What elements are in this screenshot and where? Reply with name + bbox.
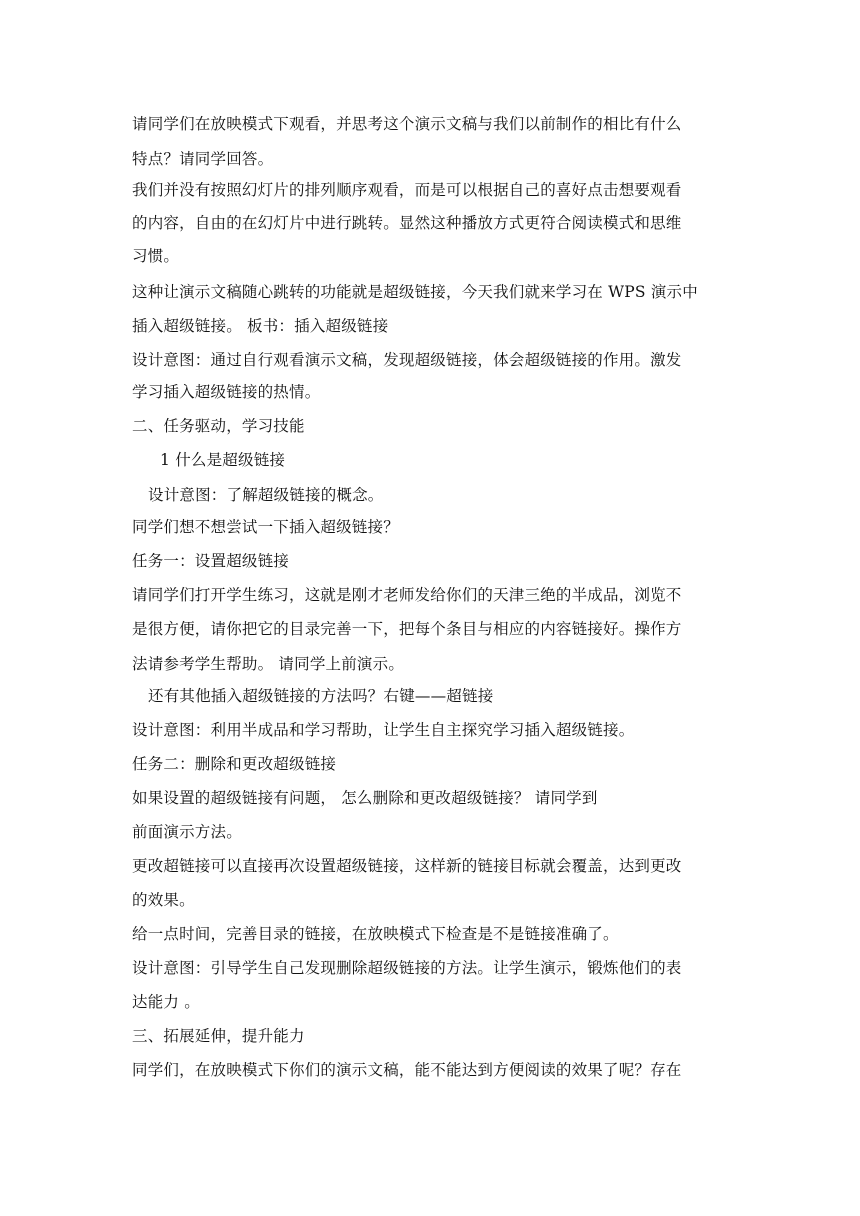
task-heading: 任务一：设置超级链接 [132,552,290,570]
paragraph-line: 请同学们打开学生练习，这就是刚才老师发给你们的天津三绝的半成品，浏览不 [132,586,682,604]
paragraph-line: 的内容，自由的在幻灯片中进行跳转。显然这种播放方式更符合阅读模式和思维 [132,214,682,232]
paragraph-line: 法请参考学生帮助。 请同学上前演示。 [132,655,405,673]
paragraph-line: 如果设置的超级链接有问题， 怎么删除和更改超级链接？ 请同学到 [132,789,598,807]
paragraph-line: 的效果。 [132,891,195,909]
paragraph-line: 习惯。 [132,247,180,265]
paragraph-line: 请同学们在放映模式下观看，并思考这个演示文稿与我们以前制作的相比有什么 [132,115,682,133]
paragraph-line: 我们并没有按照幻灯片的排列顺序观看，而是可以根据自己的喜好点击想要观看 [132,181,682,199]
paragraph-line: 插入超级链接。 板书：插入超级链接 [132,317,389,335]
paragraph-line: 同学们想不想尝试一下插入超级链接？ [132,518,399,536]
paragraph-line: 给一点时间，完善目录的链接，在放映模式下检查是不是链接准确了。 [132,925,619,943]
paragraph-line: 前面演示方法。 [132,823,242,841]
paragraph-line: 特点？请同学回答。 [132,150,274,168]
paragraph-line: 更改超链接可以直接再次设置超级链接，这样新的链接目标就会覆盖，达到更改 [132,857,682,875]
paragraph-line: 这种让演示文稿随心跳转的功能就是超级链接，今天我们就来学习在 WPS 演示中 [132,283,698,301]
paragraph-line: 达能力 。 [132,993,200,1011]
task-heading: 任务二：删除和更改超级链接 [132,755,337,773]
paragraph-line: 设计意图：了解超级链接的概念。 [148,486,384,504]
paragraph-line: 是很方便，请你把它的目录完善一下，把每个条目与相应的内容链接好。操作方 [132,620,682,638]
section-heading: 三、拓展延伸，提升能力 [132,1027,305,1045]
paragraph-line: 还有其他插入超级链接的方法吗？右键——超链接 [148,687,494,705]
section-heading: 二、任务驱动，学习技能 [132,417,305,435]
subheading: 1 什么是超级链接 [160,451,286,469]
paragraph-line: 设计意图：引导学生自己发现删除超级链接的方法。让学生演示，锻炼他们的表 [132,959,682,977]
paragraph-line: 设计意图：通过自行观看演示文稿，发现超级链接，体会超级链接的作用。激发 [132,351,682,369]
paragraph-line: 设计意图：利用半成品和学习帮助，让学生自主探究学习插入超级链接。 [132,721,635,739]
paragraph-line: 学习插入超级链接的热情。 [132,383,321,401]
paragraph-line: 同学们，在放映模式下你们的演示文稿，能不能达到方便阅读的效果了呢？存在 [132,1061,682,1079]
